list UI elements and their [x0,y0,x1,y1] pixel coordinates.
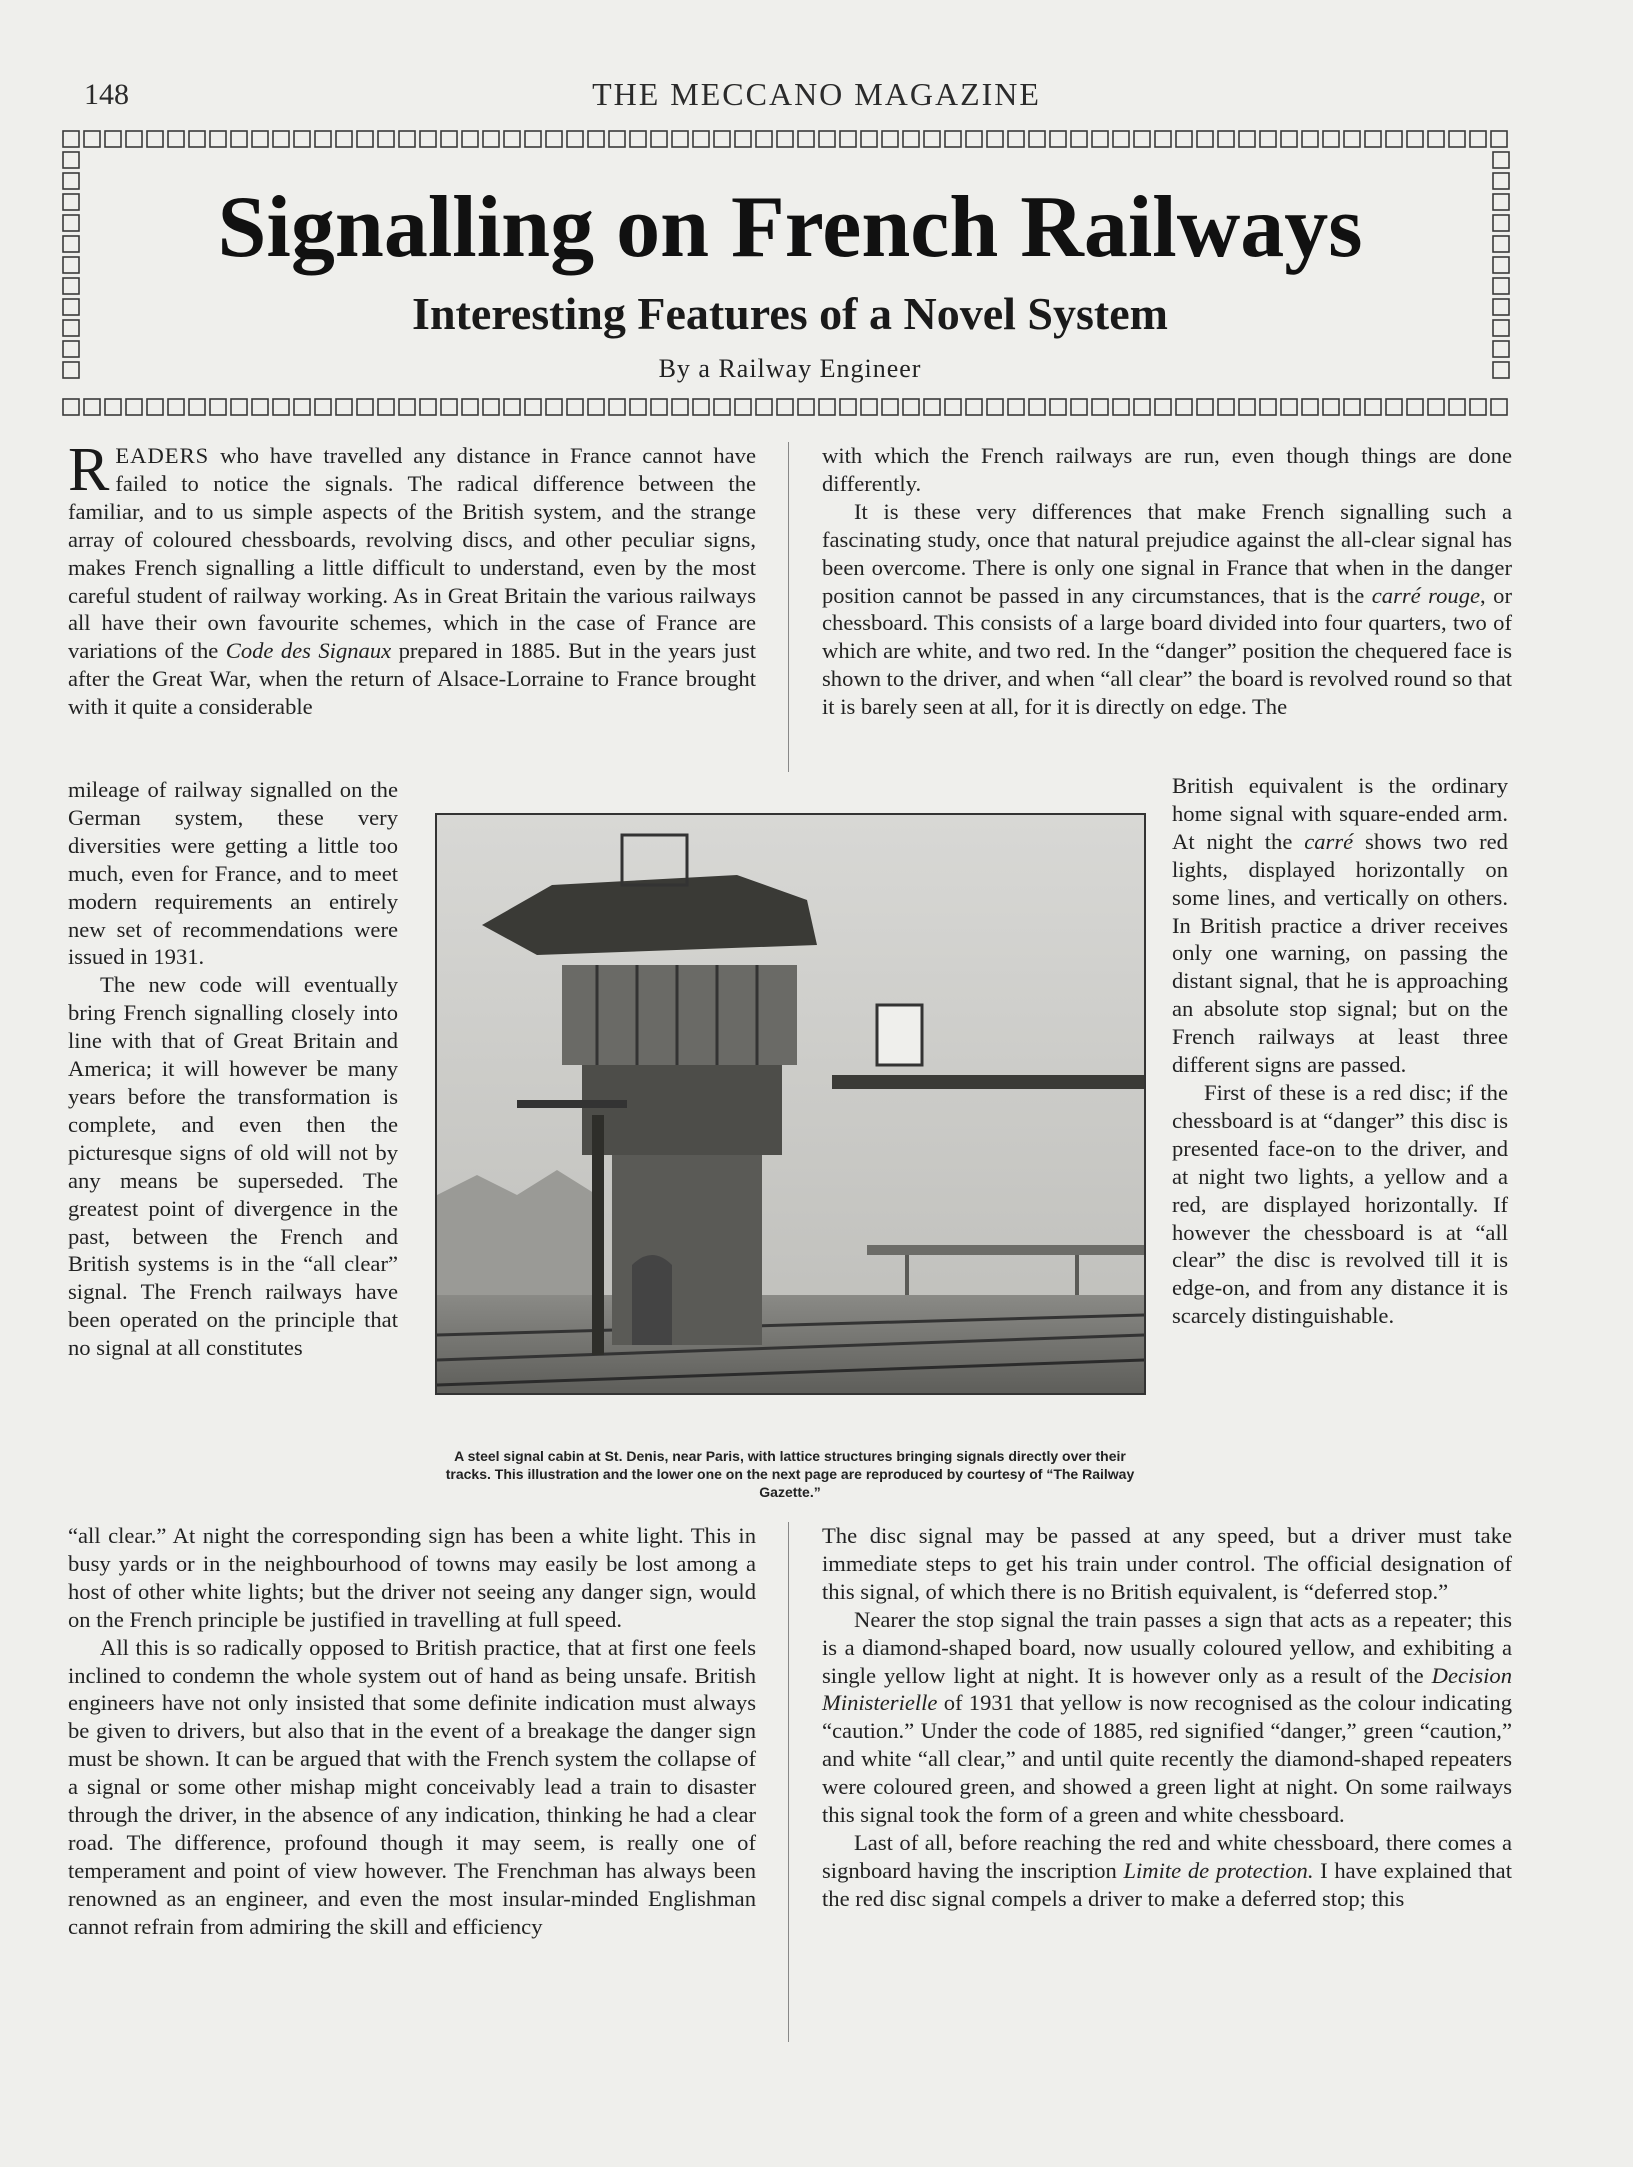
left-column-narrow [68,776,398,1362]
border-square [1493,362,1509,378]
border-square [819,399,835,415]
border-square [840,399,856,415]
border-square [462,399,478,415]
border-square [273,131,289,147]
border-square [294,399,310,415]
border-square [798,399,814,415]
border-square [210,131,226,147]
paragraph-text: who have travelled any distance in France cannot have failed to notice the signals. The radical difference between the familiar, and to us simple aspects of the British system, and the strange array of coloured chessboards, revolving discs, and other peculiar signs, makes French signalling a little difficult to understand, even by the most careful student of railway working. As in Great Britain the various railways all have their own favourite schemes, which in the case of France are variations of the [68,443,756,664]
border-square [714,131,730,147]
border-square [1386,399,1402,415]
border-square [1449,399,1465,415]
paragraph-text: of 1931 that yellow is now recognised as the colour indicating “caution.” Under the code of 1885, red signified “danger,” green “caution,” and white “all clear,” and until quite recently the diamond-shaped repeaters were coloured green, and showed a green light at night. On some railways this signal took the form of a green and white chessboard. [822,1690,1512,1828]
border-square [1029,399,1045,415]
border-square [672,131,688,147]
border-square [63,278,79,294]
border-square [441,131,457,147]
border-square [315,399,331,415]
border-square [1493,194,1509,210]
border-square [210,399,226,415]
right-column-narrow [1172,772,1508,1330]
column-divider [788,442,789,772]
border-square [1092,131,1108,147]
drop-cap: R [68,436,110,504]
paragraph-text: shows two red lights, displayed horizontally on some lines, and vertically on others. In British practice a driver receives only one warning, on passing the distant signal, that he is approaching an absolute stop signal; but on the French railways at least three different signs are passed. [1172,828,1508,1078]
border-square [147,131,163,147]
border-square [420,399,436,415]
italic-term: carré [1304,828,1354,854]
border-square [1218,131,1234,147]
border-square [1176,131,1192,147]
border-square [1323,131,1339,147]
border-square [63,257,79,273]
signal-cabin-photo [435,813,1146,1395]
border-square [693,399,709,415]
border-square [63,152,79,168]
byline: By a Railway Engineer [658,354,922,383]
border-square [525,131,541,147]
border-square [1365,131,1381,147]
border-square [504,131,520,147]
border-square [1302,131,1318,147]
border-square [483,131,499,147]
right-column-top [822,442,1512,721]
border-square [777,131,793,147]
border-square [1493,173,1509,189]
border-square [1176,399,1192,415]
italic-term: Code des Signaux [225,638,392,664]
border-square [168,131,184,147]
running-head: THE MECCANO MAGAZINE [592,76,1041,112]
border-square [693,131,709,147]
border-square [1302,399,1318,415]
border-square [399,399,415,415]
border-square [1493,299,1509,315]
border-square [588,131,604,147]
border-square [903,131,919,147]
column-divider [788,1522,789,2042]
paragraph: mileage of railway signalled on the German system, these very diversities were getting a little too much, even for France, and to meet modern requirements an entirely new set of recommendations were issued in 1931. [68,777,398,970]
border-square [1365,399,1381,415]
border-square [903,399,919,415]
border-square [1449,131,1465,147]
border-square [714,399,730,415]
italic-term: carré rouge [1371,582,1481,608]
border-square [1493,278,1509,294]
border-square [1407,131,1423,147]
border-square [1493,341,1509,357]
border-square [1071,399,1087,415]
border-square [735,399,751,415]
border-square [1470,131,1486,147]
border-square [546,399,562,415]
border-square [63,341,79,357]
border-square [945,399,961,415]
border-square [924,399,940,415]
article-subtitle: Interesting Features of a Novel System [412,288,1168,339]
paragraph: with which the French railways are run, even though things are done differently. [822,443,1512,496]
border-square [966,131,982,147]
border-square [945,131,961,147]
paragraph-text: Nearer the stop signal the train passes a sign that acts as a repeater; this is a diamond-shaped board, now usually coloured yellow, and exhibiting a single yellow light at night. It is however only as a result of the [822,1606,1512,1688]
border-square [987,399,1003,415]
border-square [546,131,562,147]
left-column-top [68,436,756,721]
border-square [882,399,898,415]
border-square [63,236,79,252]
border-square [1155,131,1171,147]
border-square [252,131,268,147]
border-square [1344,399,1360,415]
paragraph: “all clear.” At night the corresponding sign has been a white light. This in busy yards or in the neighbourhood of towns may easily be lost among a host of other white lights; but the driver not seeing any danger sign, would on the French principle be justified in travelling at full speed. [68,1523,756,1632]
border-square [84,399,100,415]
border-square [1493,152,1509,168]
border-square [1493,215,1509,231]
border-square [420,131,436,147]
paragraph: The new code will eventually bring French signalling closely into line with that of Great Britain and America; it will however be many years before the transformation is complete, and even then the picturesque signs of old will not by any means be superseded. The greatest point of divergence in the past, between the French and British systems is in the “all clear” signal. The French railways have been operated on the principle that no signal at all constitutes [68,972,398,1361]
border-square [1260,399,1276,415]
signal-cabin-illustration [437,815,1144,1393]
border-square [294,131,310,147]
border-square [63,399,79,415]
border-square [504,399,520,415]
border-square [1428,131,1444,147]
border-square [1113,399,1129,415]
border-square [651,399,667,415]
border-square [399,131,415,147]
border-square [1155,399,1171,415]
border-square [987,131,1003,147]
border-square [336,131,352,147]
paragraph-text: It is these very differences that make French signalling such a fascinating study, once that natural prejudice against the all-clear signal has been overcome. There is only one signal in France that when in the danger position cannot be passed in any circumstances, that is the [822,498,1512,608]
border-square [1197,399,1213,415]
border-square [567,399,583,415]
paragraph-text: Last of all, before reaching the red and white chessboard, there comes a signboard having the inscription [822,1829,1512,1883]
border-square [1260,131,1276,147]
border-square [378,399,394,415]
border-square [1008,131,1024,147]
border-square [231,399,247,415]
border-square [1493,236,1509,252]
paragraph-text: prepared in 1885. But in the years just after the Great War, when the return of Alsace-Lorraine to France brought with it quite a considerable [68,638,756,720]
border-square [525,399,541,415]
border-square [315,131,331,147]
border-square [63,320,79,336]
border-square [1323,399,1339,415]
border-square [609,399,625,415]
border-square [1428,399,1444,415]
border-square [1029,131,1045,147]
border-square [231,131,247,147]
border-square [1493,257,1509,273]
page-number: 148 [84,78,129,111]
border-square [882,131,898,147]
border-square [1092,399,1108,415]
border-square [1218,399,1234,415]
border-square [63,299,79,315]
border-square [1493,320,1509,336]
border-square [1050,399,1066,415]
border-square [441,399,457,415]
border-square [588,399,604,415]
border-square [798,131,814,147]
border-square [1134,399,1150,415]
border-square [378,131,394,147]
paragraph: All this is so radically opposed to British practice, that at first one feels inclined to condemn the whole system out of hand as being unsafe. British engineers have not only insisted that some definite indication must always be given to drivers, but also that in the event of a breakage the danger sign must be shown. It can be argued that with the French system the collapse of a signal or some other mishap might conceivably lead a train to disaster through the driver, in the absence of any indication, thinking he had a clear road. The difference, profound though it may seem, is really one of temperament and point of view however. The Frenchman has always been renowned as an engineer, and even the most insular-minded Englishman cannot refrain from admiring the skill and efficiency [68,1634,756,1939]
border-square [126,399,142,415]
paragraph-text: British equivalent is the ordinary home signal with square-ended arm. At night the [1172,773,1508,854]
border-square [1407,399,1423,415]
border-square [861,131,877,147]
border-square [1281,399,1297,415]
border-square [735,131,751,147]
border-square [357,131,373,147]
italic-term: Limite de protection. [1123,1857,1314,1883]
paragraph: First of these is a red disc; if the chessboard is at “danger” this disc is presented face-on to the driver, and at night two lights, a yellow and a red, are displayed horizontally. If however the chessboard is at “all clear” the disc is revolved till it is edge-on, and from any distance it is scarcely distinguishable. [1172,1079,1508,1329]
border-square [189,131,205,147]
border-square [1239,399,1255,415]
border-square [567,131,583,147]
border-square [756,399,772,415]
border-square [336,399,352,415]
paragraph-text: I have explained that the red disc signal compels a driver to make a deferred stop; this [822,1857,1512,1911]
border-square [1197,131,1213,147]
italic-term: Decision Ministerielle [822,1662,1512,1716]
border-square [1491,131,1507,147]
photo-caption: A steel signal cabin at St. Denis, near Paris, with lattice structures bringing signals directly over their tracks. This illustration and the lower one on the next page are reproduced by courtesy of “The Railway Gazette.” [445,1448,1135,1500]
border-square [924,131,940,147]
border-square [672,399,688,415]
border-square [756,131,772,147]
border-square [1344,131,1360,147]
border-square [84,131,100,147]
border-square [651,131,667,147]
border-square [105,399,121,415]
border-square [126,131,142,147]
border-square [168,399,184,415]
border-square [63,215,79,231]
border-square [1134,131,1150,147]
lead-word: EADERS [115,443,210,468]
border-square [1050,131,1066,147]
border-square [105,131,121,147]
border-square [357,399,373,415]
right-column-bottom [822,1522,1512,1913]
border-square [819,131,835,147]
left-column-bottom [68,1522,756,1941]
border-square [462,131,478,147]
border-square [609,131,625,147]
border-square [966,399,982,415]
paragraph: The disc signal may be passed at any speed, but a driver must take immediate steps to get his train under control. The official designation of this signal, of which there is no British equivalent, is “deferred stop.” [822,1523,1512,1604]
article-title: Signalling on French Railways [217,179,1363,276]
border-square [1113,131,1129,147]
border-square [630,399,646,415]
border-square [840,131,856,147]
border-square [1491,399,1507,415]
border-square [273,399,289,415]
border-square [777,399,793,415]
border-square [63,173,79,189]
border-square [63,194,79,210]
border-square [252,399,268,415]
border-square [63,362,79,378]
border-square [1281,131,1297,147]
border-square [147,399,163,415]
border-square [1386,131,1402,147]
border-square [1470,399,1486,415]
border-square [189,399,205,415]
border-square [1008,399,1024,415]
border-square [861,399,877,415]
border-square [1071,131,1087,147]
border-square [630,131,646,147]
paragraph-text: , or chessboard. This consists of a large board divided into four quarters, two of which are white, and two red. In the “danger” position the chequered face is shown to the driver, and when “all clear” the board is revolved round so that it is barely seen at all, for it is directly on edge. The [822,582,1512,720]
border-square [483,399,499,415]
border-square [63,131,79,147]
border-square [1239,131,1255,147]
